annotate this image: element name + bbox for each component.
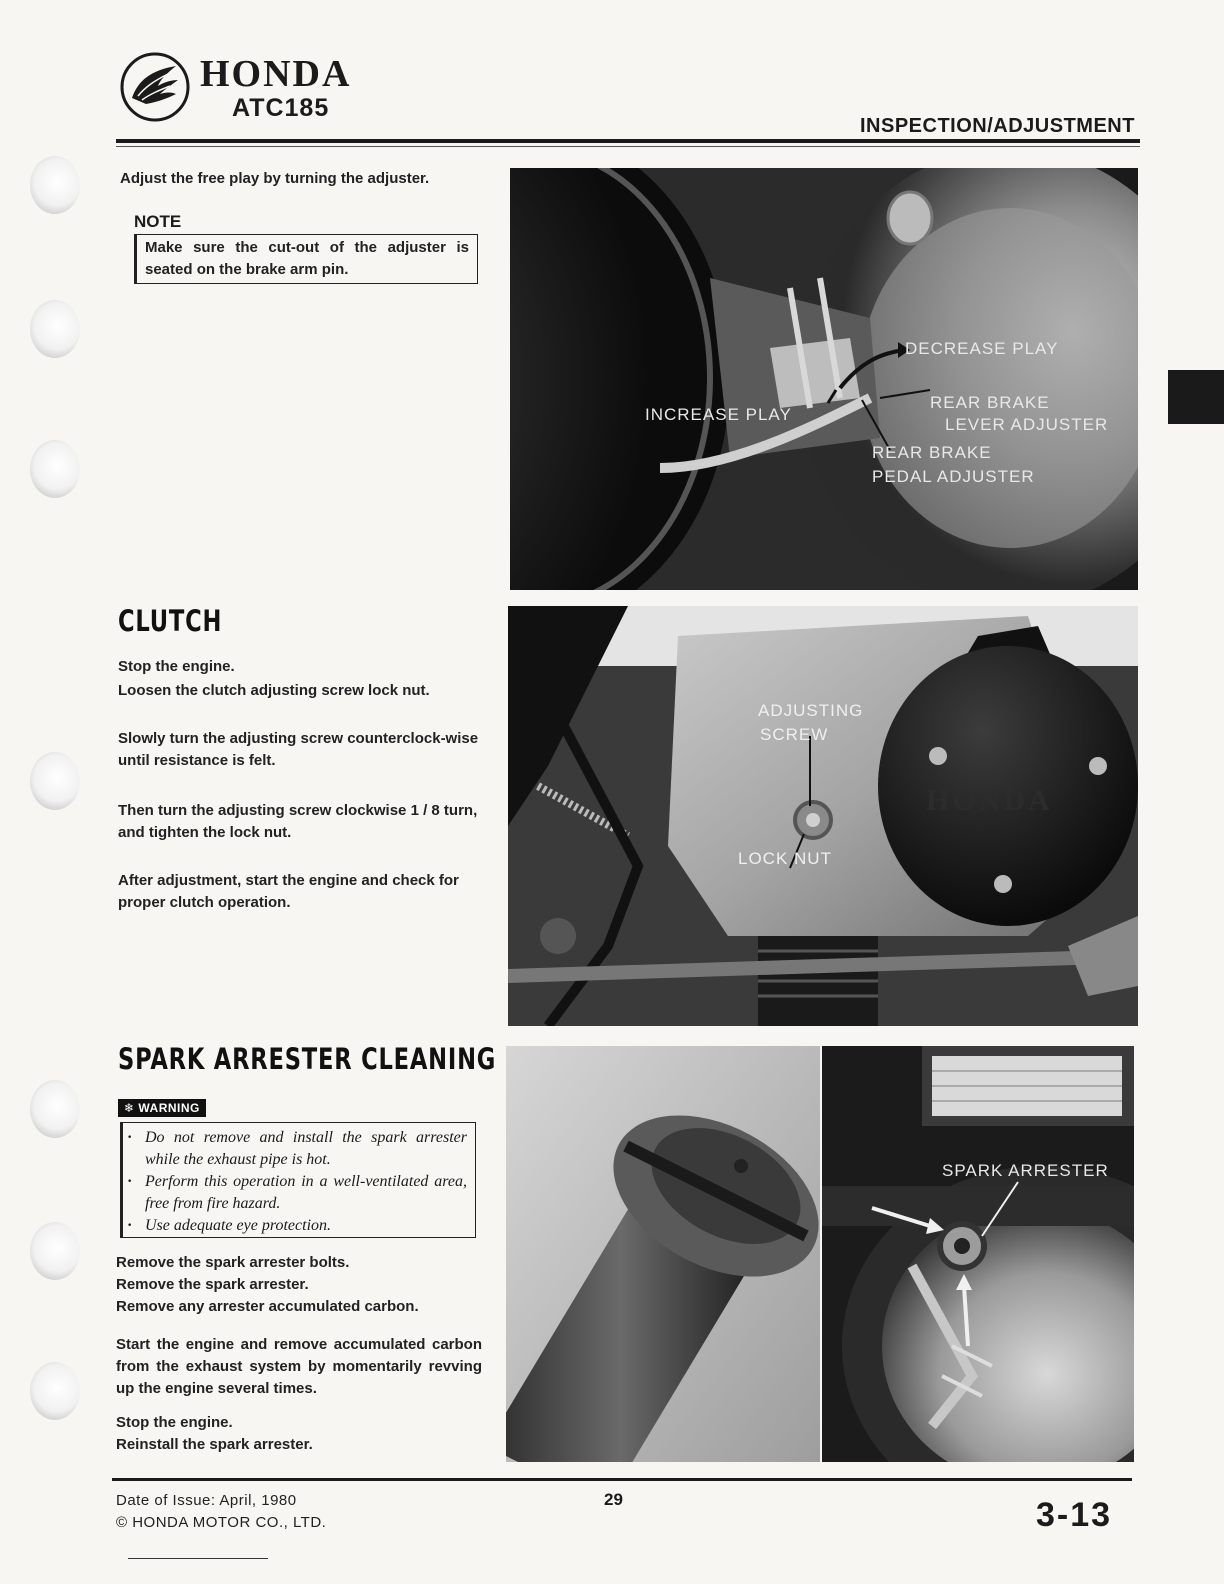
binder-hole [30, 1080, 80, 1138]
clutch-label-lock-nut: LOCK NUT [738, 849, 832, 868]
binder-hole [30, 1362, 80, 1420]
binder-hole [30, 156, 80, 214]
footer-rule [112, 1478, 1132, 1481]
brake-label-pedal-1: REAR BRAKE [872, 443, 992, 462]
spark-step-1c: Remove any arrester accumulated carbon. [116, 1298, 419, 1315]
footer-short-rule [128, 1558, 268, 1559]
warning-item: · Use adequate eye protection. [145, 1215, 467, 1237]
section-title: INSPECTION/ADJUSTMENT [860, 115, 1135, 137]
spark-step-1b: Remove the spark arrester. [116, 1276, 309, 1293]
note-box [134, 234, 478, 284]
spark-arrester-label: SPARK ARRESTER [942, 1161, 1109, 1180]
warning-label: WARNING [138, 1101, 200, 1115]
issue-date: Date of Issue: April, 1980 [116, 1492, 297, 1509]
honda-wing-logo-icon [118, 50, 192, 124]
clutch-label-screw: SCREW [760, 725, 829, 744]
brake-label-pedal-2: PEDAL ADJUSTER [872, 467, 1035, 486]
clutch-heading: CLUTCH [118, 604, 223, 638]
brake-label-decrease: DECREASE PLAY [905, 339, 1059, 358]
binder-hole [30, 1222, 80, 1280]
binder-hole [30, 440, 80, 498]
rear-brake-photo [510, 168, 1138, 590]
brake-label-increase: INCREASE PLAY [645, 405, 792, 424]
cover-honda-text: HONDA [926, 784, 1053, 817]
brake-label-lever-2: LEVER ADJUSTER [945, 415, 1109, 434]
brand-name: HONDA [200, 53, 352, 95]
header-rule [116, 139, 1140, 143]
model-name: ATC185 [232, 94, 330, 122]
warning-badge [118, 1099, 206, 1117]
spark-heading: SPARK ARRESTER CLEANING [118, 1042, 497, 1076]
warning-item: · Perform this operation in a well-ventilated area, free from fire hazard. [145, 1171, 467, 1215]
spark-step-2: Start the engine and remove accumulated carbon from the exhaust system by momentarily revving up the engine several times. [116, 1336, 482, 1397]
page-number: 29 [604, 1490, 623, 1509]
spark-arrester-part-photo [506, 1046, 820, 1462]
brake-label-lever-1: REAR BRAKE [930, 393, 1050, 412]
spark-step-3b: Reinstall the spark arrester. [116, 1436, 313, 1453]
clutch-step-4: After adjustment, start the engine and check for proper clutch operation. [118, 872, 459, 911]
copyright: © HONDA MOTOR CO., LTD. [116, 1514, 327, 1531]
warning-box [120, 1122, 476, 1238]
clutch-cover-photo [508, 606, 1138, 1026]
binder-hole [30, 752, 80, 810]
note-text: Make sure the cut-out of the adjuster is seated on the brake arm pin. [145, 239, 469, 278]
brake-adjust-text: Adjust the free play by turning the adjuster. [120, 170, 430, 187]
spark-step-3a: Stop the engine. [116, 1414, 233, 1431]
spark-arrester-installed-photo [822, 1046, 1134, 1462]
header-rule-thin [116, 146, 1140, 147]
warning-item: · Do not remove and install the spark arrester while the exhaust pipe is hot. [145, 1127, 467, 1171]
binder-hole [30, 300, 80, 358]
clutch-step-1a: Stop the engine. [118, 658, 235, 675]
warning-icon: ❄ [124, 1101, 139, 1115]
note-label: NOTE [134, 212, 182, 231]
clutch-step-3: Then turn the adjusting screw clockwise 1 / 8 turn, and tighten the lock nut. [118, 802, 478, 841]
clutch-label-adjusting: ADJUSTING [758, 701, 864, 720]
clutch-step-2: Slowly turn the adjusting screw counterclock-wise until resistance is felt. [118, 730, 479, 769]
section-tab-marker [1168, 370, 1224, 424]
spark-step-1a: Remove the spark arrester bolts. [116, 1254, 350, 1271]
section-page-number: 3-13 [1036, 1496, 1113, 1534]
clutch-step-1b: Loosen the clutch adjusting screw lock nut. [118, 682, 430, 699]
